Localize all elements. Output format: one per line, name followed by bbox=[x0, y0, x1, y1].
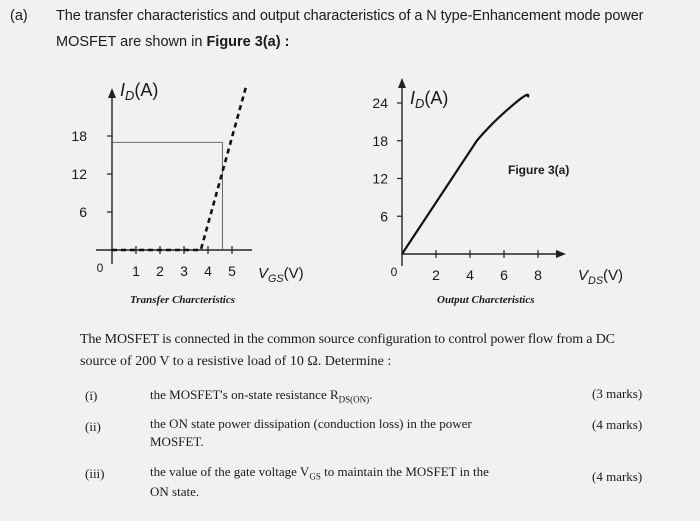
output-x-tick-label: 8 bbox=[534, 267, 542, 283]
transfer-caption: Transfer Charcteristics bbox=[130, 294, 236, 306]
transfer-y-label: $I_D(A)$ bbox=[120, 80, 159, 103]
output-y-tick-label: 18 bbox=[372, 132, 388, 149]
transfer-x-tick-label: 5 bbox=[228, 263, 236, 279]
output-x-tick-label: 2 bbox=[432, 267, 440, 283]
figure-reference: Figure 3(a) : bbox=[206, 34, 290, 50]
transfer-x-tick-label: 2 bbox=[156, 263, 164, 279]
transfer-y-arrow bbox=[108, 88, 116, 98]
output-x-tick-label: 6 bbox=[500, 267, 508, 283]
output-characteristics-chart bbox=[350, 0, 700, 300]
transfer-x-label: $V_{GS}(V)$ bbox=[258, 265, 304, 285]
output-y-arrow bbox=[398, 78, 406, 88]
output-x-tick-label: 4 bbox=[466, 267, 474, 283]
question-3-text-1 bbox=[150, 462, 489, 487]
question-2-marks: (4 marks) bbox=[592, 417, 643, 432]
output-caption: Output Charcteristics bbox=[437, 294, 535, 306]
transfer-x-tick-label: 1 bbox=[132, 263, 140, 279]
output-y-tick-label: 24 bbox=[372, 95, 388, 111]
output-x-arrow bbox=[556, 250, 566, 258]
question-3-subscript: GS bbox=[309, 471, 321, 482]
transfer-x-tick-label: 4 bbox=[204, 263, 212, 279]
question-3-marks: (4 marks) bbox=[592, 469, 643, 484]
part-label: (a) bbox=[10, 8, 28, 24]
question-2-number: (ii) bbox=[85, 419, 101, 434]
question-3-number: (iii) bbox=[85, 466, 105, 481]
output-chart-group bbox=[372, 78, 623, 287]
transfer-y-tick-label: 6 bbox=[79, 204, 87, 220]
question-3-text-main: the value of the gate voltage V bbox=[150, 464, 310, 479]
question-1-number: (i) bbox=[85, 388, 98, 403]
problem-intro-1: The MOSFET is connected in the common source configuration to control power flow from a DC bbox=[80, 332, 615, 347]
question-3-text-2: ON state. bbox=[150, 484, 200, 499]
question-2-text-2: MOSFET. bbox=[150, 434, 204, 449]
output-origin-label: 0 bbox=[390, 265, 398, 279]
transfer-x-tick-label: 3 bbox=[180, 263, 188, 279]
intro-line-1: The transfer characteristics and output characteristics of a N type-Enhancement mode power bbox=[56, 8, 644, 24]
question-1-end: . bbox=[369, 387, 373, 402]
output-x-label: $V_{DS}(V)$ bbox=[578, 267, 624, 287]
intro-line-2-text: MOSFET are shown in bbox=[56, 34, 207, 50]
output-y-tick-label: 12 bbox=[372, 170, 388, 187]
transfer-curve bbox=[112, 85, 246, 250]
transfer-y-tick-label: 18 bbox=[71, 128, 87, 144]
question-1-marks: (3 marks) bbox=[592, 386, 643, 401]
question-1-text bbox=[150, 385, 372, 410]
transfer-origin-label: 0 bbox=[96, 261, 104, 275]
output-y-tick-label: 6 bbox=[380, 208, 388, 225]
figure-label: Figure 3(a) bbox=[508, 163, 570, 177]
output-y-label: $I_D(A)$ bbox=[410, 88, 449, 111]
question-1-text-main: the MOSFET's on-state resistance R bbox=[150, 387, 339, 402]
question-3-text-mid: to maintain the MOSFET in the bbox=[320, 464, 489, 479]
question-2-text-1: the ON state power dissipation (conduction loss) in the power bbox=[150, 416, 472, 431]
transfer-characteristics-chart bbox=[0, 0, 350, 300]
transfer-chart-group bbox=[71, 80, 303, 285]
question-1-subscript: DS(ON) bbox=[338, 394, 370, 405]
transfer-y-tick-label: 12 bbox=[71, 166, 87, 182]
problem-intro-2: source of 200 V to a resistive load of 10 Ω. Determine : bbox=[80, 354, 392, 369]
